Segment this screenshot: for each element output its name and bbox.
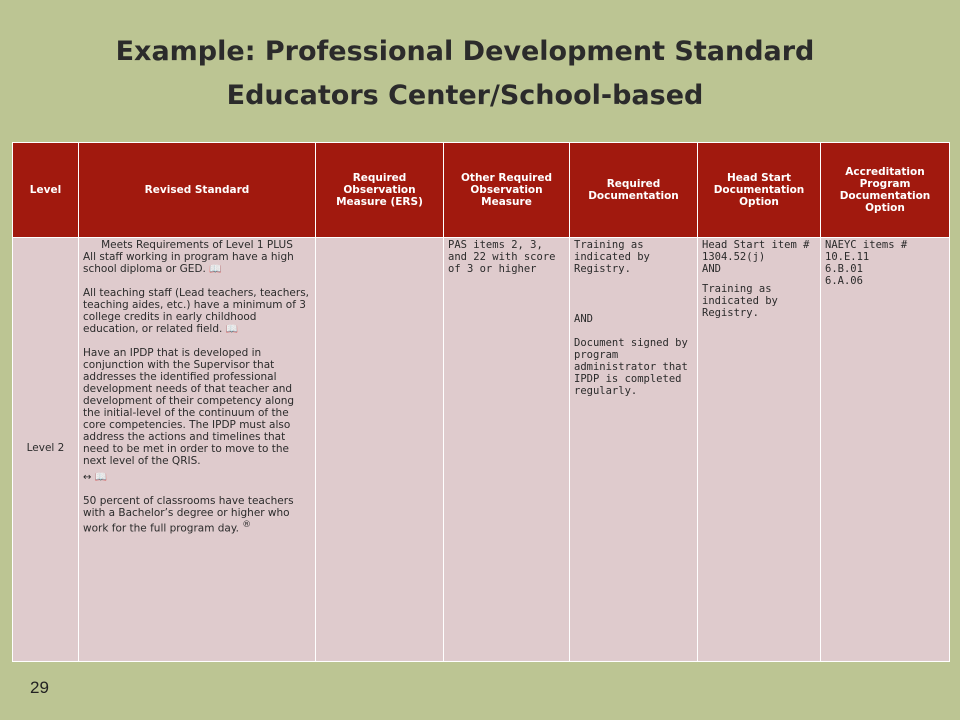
header-head-start: Head Start Documentation Option [698,143,821,238]
header-ers: Required Observation Measure (ERS) [316,143,444,238]
standard-item: Have an IPDP that is developed in conjunction with the Supervisor that addresses the identified professional development needs of that teacher and development of their competency along the initial-level of the continuum of the core competencies. The IPDP must also address the actions and timelines that need to be met in order to move to the next level of the QRIS. [83,347,295,467]
book-icon: 📖 [225,324,239,335]
head-start-text: Head Start item # 1304.52(j) [702,239,810,263]
head-start-text: Training as indicated by Registry. [702,283,778,319]
required-doc-text: Document signed by program administrator that IPDP is completed regularly. [574,337,688,397]
standard-icons [83,471,311,483]
header-required-documentation: Required Documentation [570,143,698,238]
cell-revised-standard [79,238,316,662]
accreditation-line: 6.A.06 [825,275,863,287]
head-start-and: AND [702,263,721,275]
standard-item: All staff working in program have a high school diploma or GED. 📖 [83,251,294,275]
header-level: Level [13,143,79,238]
registered-marker: ® [242,520,252,530]
arrows-icon: ↔ [83,472,92,483]
title-line-1: Example: Professional Development Standard [115,36,815,67]
accreditation-line: 6.B.01 [825,263,863,275]
standard-item: All teaching staff (Lead teachers, teachers, teaching aides, etc.) have a minimum of 3 college credits in early childhood education, or related field. 📖 [83,287,310,335]
cell-required-documentation [570,238,698,662]
required-doc-text: Training as indicated by Registry. [574,239,650,275]
cell-head-start [698,238,821,662]
level-label: Level 2 [26,441,65,454]
cell-accreditation [821,238,950,662]
standard-item: 50 percent of classrooms have teachers with a Bachelor’s degree or higher who work for the full program day. ® [83,495,294,535]
cell-level [13,238,79,662]
table-row [13,238,950,662]
standard-heading: Meets Requirements of Level 1 PLUS [101,239,293,251]
header-other-observation: Other Required Observation Measure [444,143,570,238]
accreditation-line: NAEYC items # [825,239,908,251]
header-revised-standard: Revised Standard [79,143,316,238]
header-row [13,143,950,238]
accreditation-line: 10.E.11 [825,251,870,263]
header-accreditation: Accreditation Program Documentation Option [821,143,950,238]
required-doc-and: AND [574,313,593,325]
cell-ers [316,238,444,662]
slide-title [0,30,930,118]
title-line-2: Educators Center/School-based [226,80,704,111]
page-number: 29 [30,678,49,697]
book-icon: 📖 [209,264,222,275]
book-icon: 📖 [94,472,108,483]
standards-table [12,142,950,662]
cell-other-observation: PAS items 2, 3, and 22 with score of 3 or higher [444,238,570,662]
